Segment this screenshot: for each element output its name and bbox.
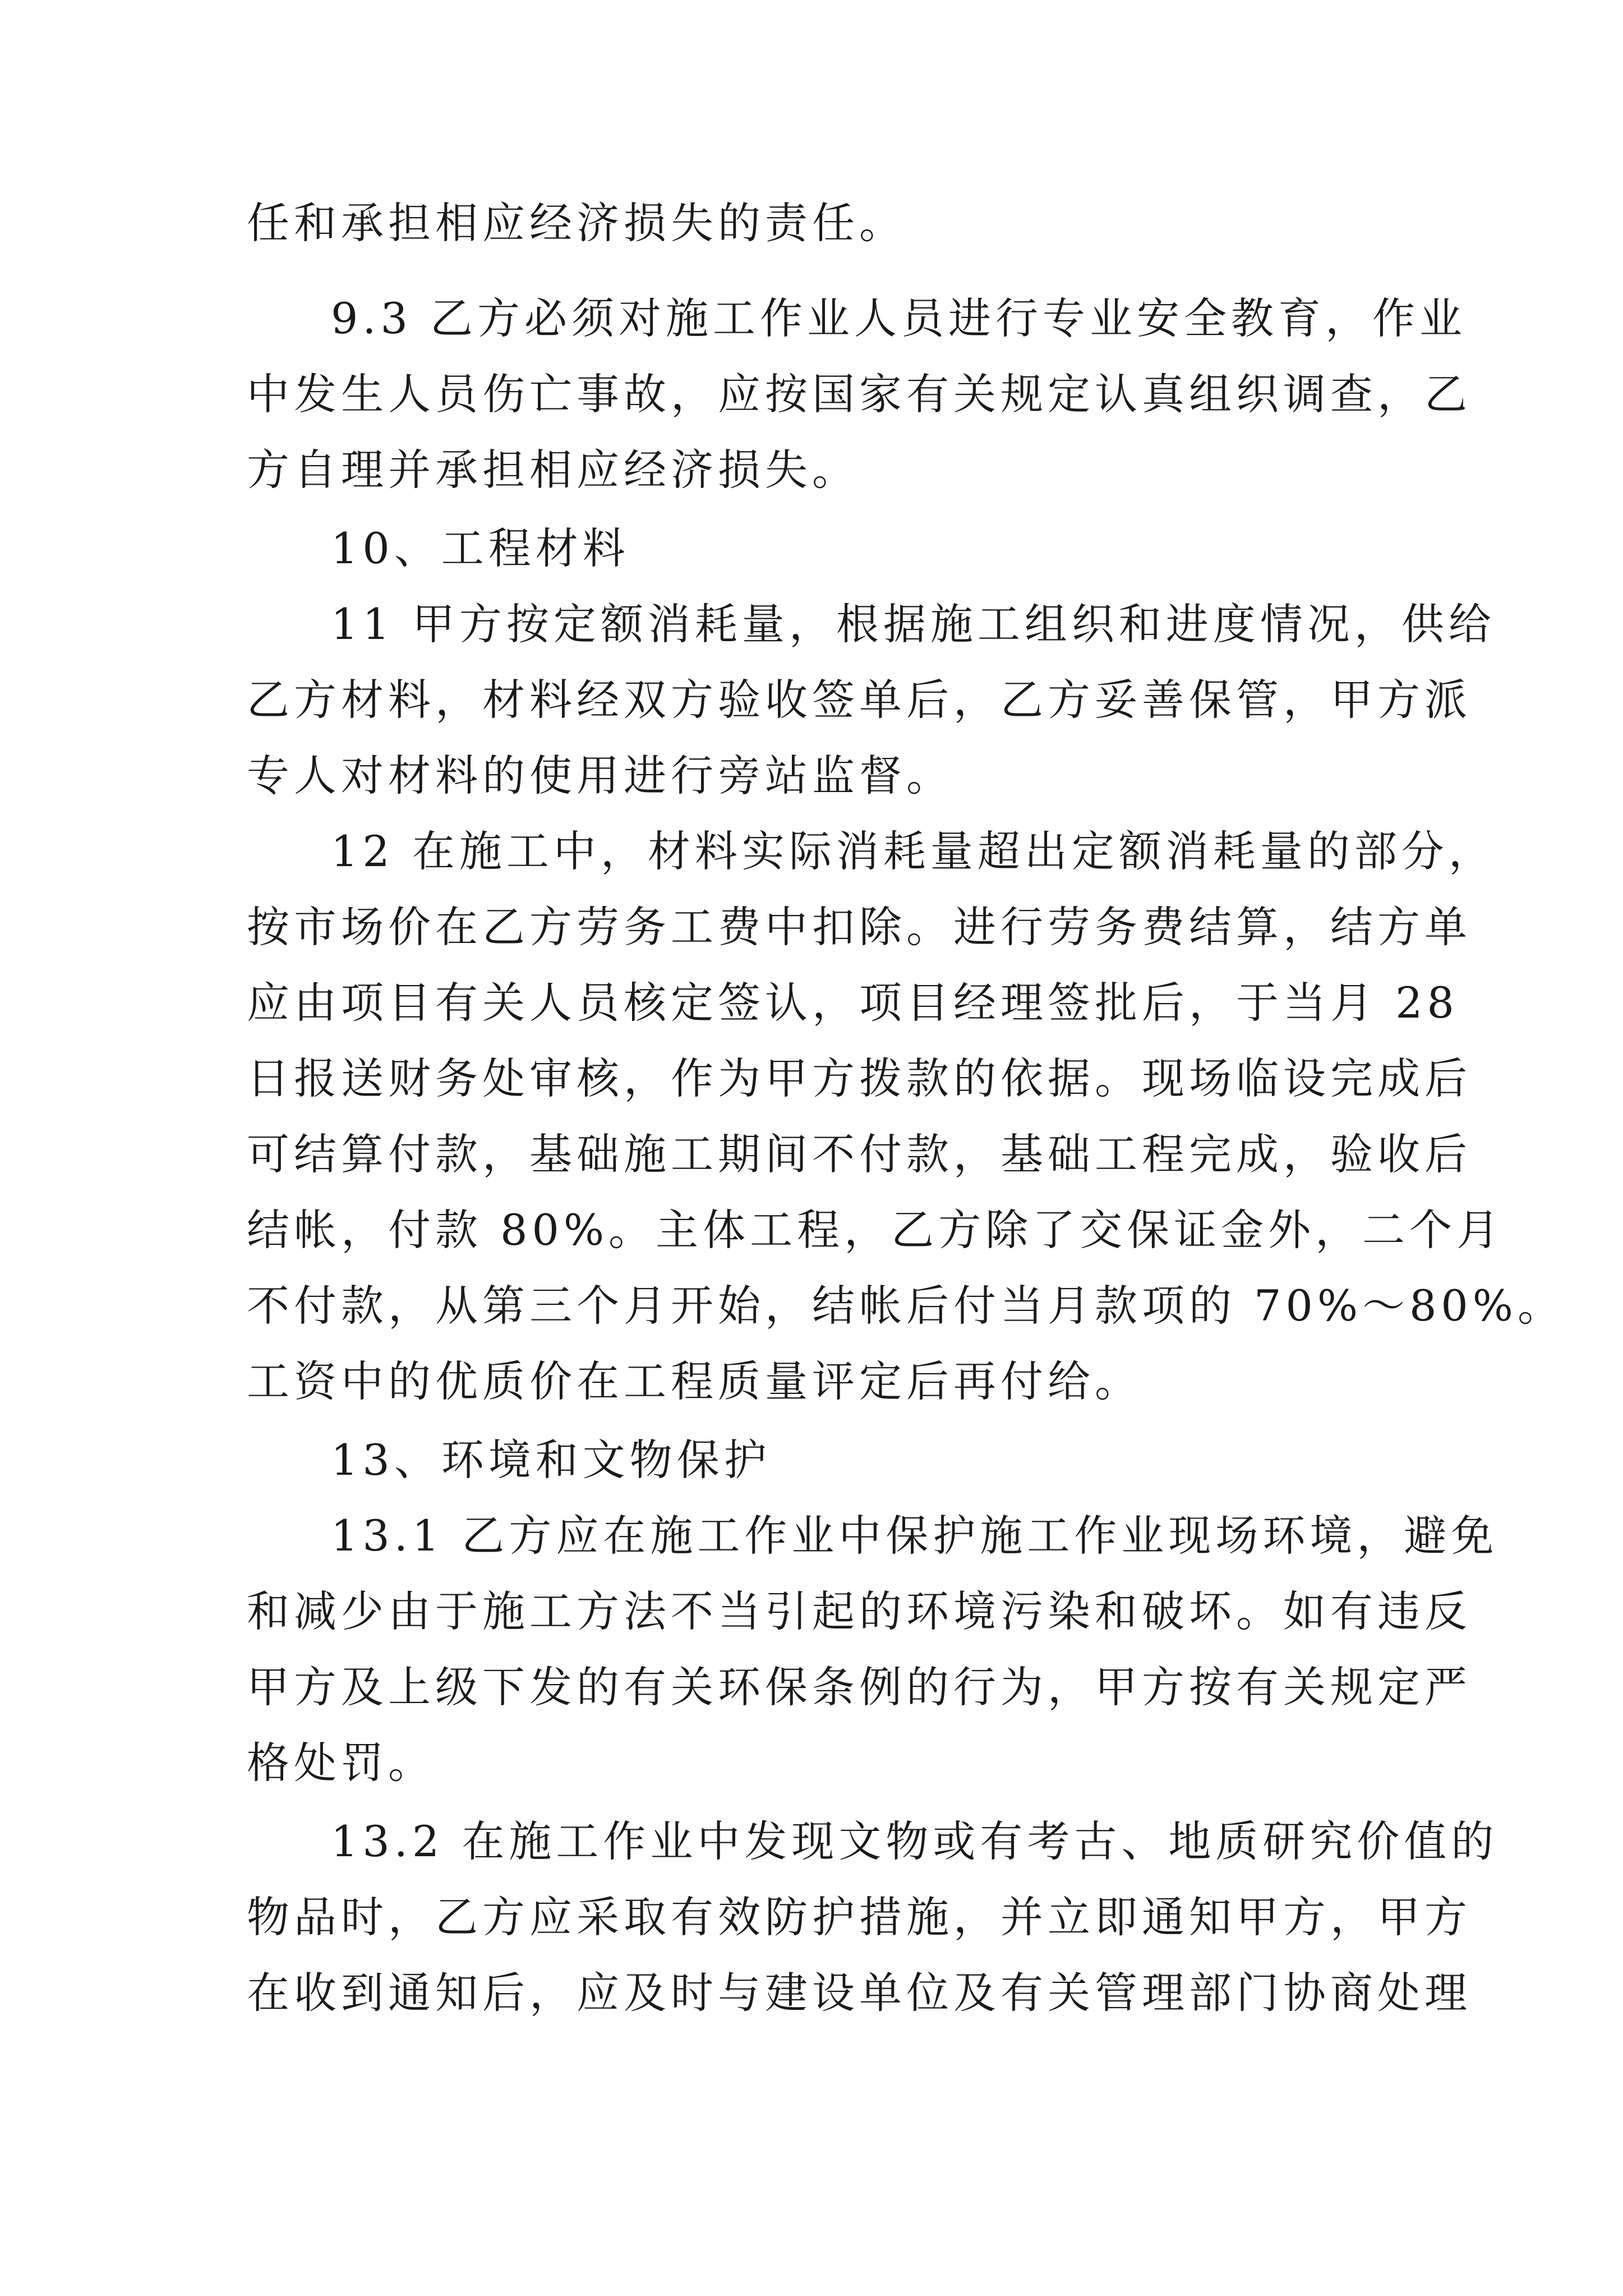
text-line: 方自理并承担相应经济损失。 xyxy=(247,445,859,495)
text-line: 格处罚。 xyxy=(247,1738,435,1788)
text-line: 日报送财务处审核，作为甲方拨款的依据。现场临设完成后 xyxy=(247,1053,1472,1103)
text-line: 应由项目有关人员核定签认，项目经理签批后，于当月 28 xyxy=(247,978,1459,1028)
text-line-clause-9-3: 9.3 乙方必须对施工作业人员进行专业安全教育，作业 xyxy=(331,293,1467,343)
text-line: 不付款，从第三个月开始，结帐后付当月款项的 70%～80%。 xyxy=(247,1281,1565,1331)
text-line: 中发生人员伤亡事故，应按国家有关规定认真组织调查，乙 xyxy=(247,369,1472,419)
text-line: 甲方及上级下发的有关环保条例的行为，甲方按有关规定严 xyxy=(247,1662,1472,1712)
section-heading-13: 13、环境和文物保护 xyxy=(331,1435,771,1485)
text-line: 按市场价在乙方劳务工费中扣除。进行劳务费结算，结方单 xyxy=(247,902,1472,952)
text-line: 乙方材料，材料经双方验收签单后，乙方妥善保管，甲方派 xyxy=(247,675,1472,725)
text-line: 工资中的优质价在工程质量评定后再付给。 xyxy=(247,1356,1142,1406)
text-line: 在收到通知后，应及时与建设单位及有关管理部门协商处理 xyxy=(247,1968,1472,2018)
text-line: 物品时，乙方应采取有效防护措施，并立即通知甲方，甲方 xyxy=(247,1892,1472,1942)
text-line: 结帐，付款 80%。主体工程，乙方除了交保证金外，二个月 xyxy=(247,1205,1504,1255)
text-line: 可结算付款，基础施工期间不付款，基础工程完成，验收后 xyxy=(247,1129,1472,1179)
text-line-clause-13-1: 13.1 乙方应在施工作业中保护施工作业现场环境，避免 xyxy=(331,1511,1498,1561)
text-line-clause-12: 12 在施工中，材料实际消耗量超出定额消耗量的部分， xyxy=(331,826,1496,876)
text-line-clause-11: 11 甲方按定额消耗量，根据施工组织和进度情况，供给 xyxy=(331,599,1496,649)
text-line-clause-13-2: 13.2 在施工作业中发现文物或有考古、地质研究价值的 xyxy=(331,1816,1498,1866)
text-line: 专人对材料的使用进行旁站监督。 xyxy=(247,751,953,800)
text-line: 任和承担相应经济损失的责任。 xyxy=(247,198,906,248)
text-line: 和减少由于施工方法不当引起的环境污染和破坏。如有违反 xyxy=(247,1586,1472,1636)
section-heading-10: 10、工程材料 xyxy=(331,523,630,573)
